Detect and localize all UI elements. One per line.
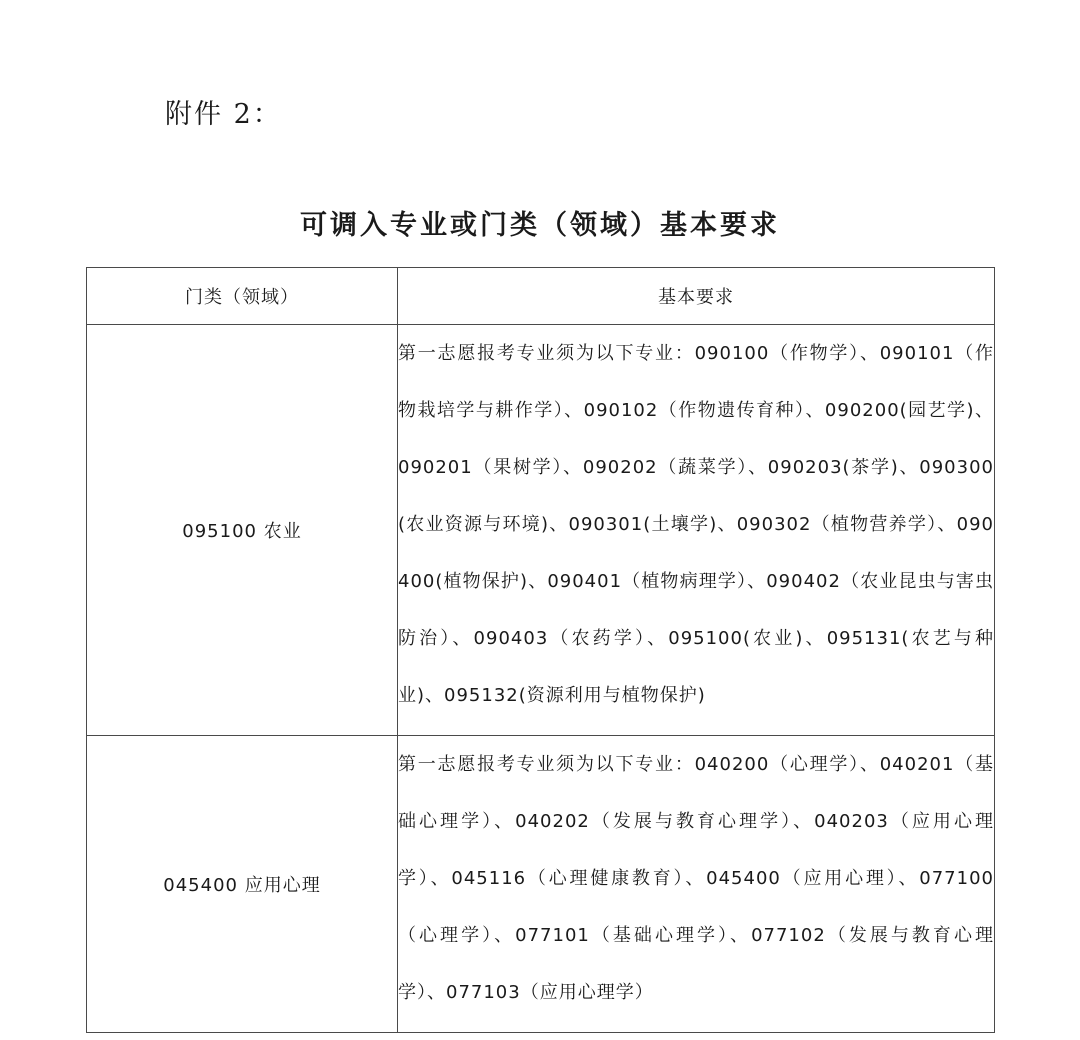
requirement-text: 第一志愿报考专业须为以下专业：040200（心理学）、040201（基础心理学）、040202（发展与教育心理学）、040203（应用心理学）、045116（心理健康教育）、045400（应用心理）、077100（心理学）、077101（基础心理学）、077102（发展与教育心理学）、077103（应用心理学） bbox=[398, 754, 994, 1003]
requirement-cell bbox=[398, 736, 995, 1033]
table-row bbox=[87, 736, 995, 1033]
header-requirement: 基本要求 bbox=[398, 268, 995, 325]
attachment-label: 附件 2： bbox=[165, 99, 282, 130]
table-row bbox=[87, 325, 995, 736]
category-cell: 045400 应用心理 bbox=[87, 736, 398, 1033]
requirement-text: 第一志愿报考专业须为以下专业：090100（作物学）、090101（作物栽培学与耕作学）、090102（作物遗传育种）、090200(园艺学)、090201（果树学）、090202（蔬菜学）、090203(茶学)、090300(农业资源与环境)、090301(土壤学)、090302（植物营养学）、090400(植物保护)、090401（植物病理学）、090402（农业昆虫与害虫防治）、090403（农药学）、095100(农业)、095131(农艺与种业)、095132(资源利用与植物保护) bbox=[398, 343, 994, 706]
category-cell: 095100 农业 bbox=[87, 325, 398, 736]
document-title: 可调入专业或门类（领域）基本要求 bbox=[300, 210, 780, 241]
requirement-cell bbox=[398, 325, 995, 736]
header-category: 门类（领域） bbox=[87, 268, 398, 325]
requirements-table bbox=[86, 267, 995, 1033]
table-header-row bbox=[87, 268, 995, 325]
